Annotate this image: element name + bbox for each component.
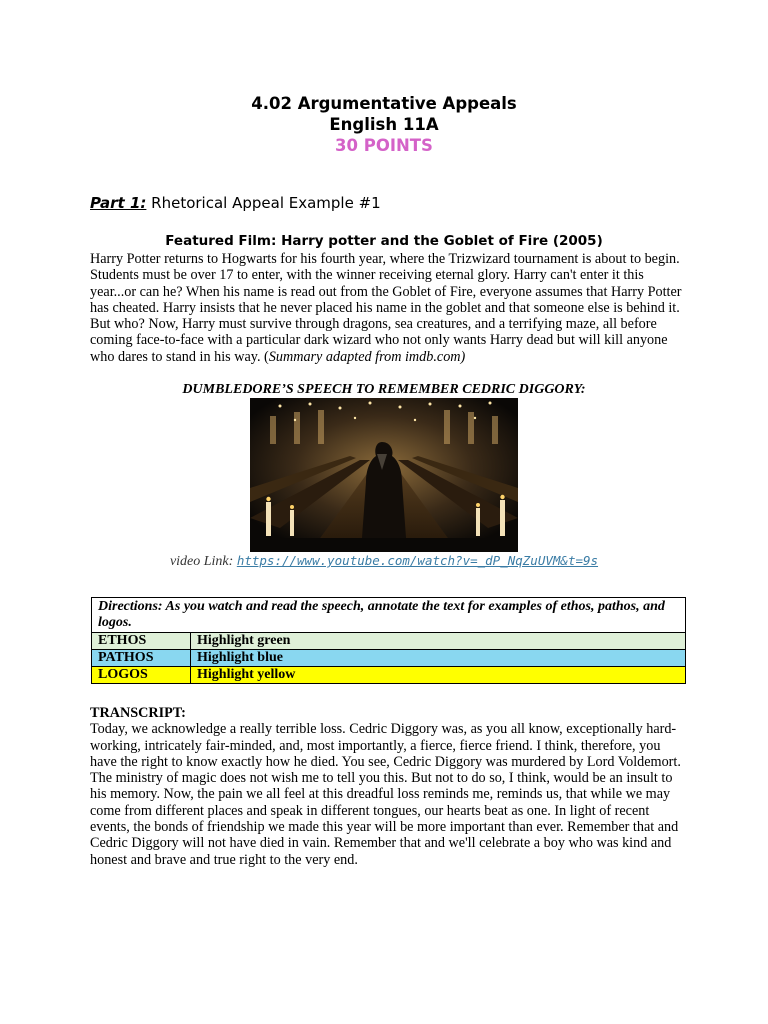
appeal-ethos: ETHOS bbox=[92, 633, 191, 650]
table-row-logos bbox=[92, 667, 686, 684]
speech-heading: DUMBLEDORE’S SPEECH TO REMEMBER CEDRIC DIGGORY: bbox=[182, 382, 586, 397]
summary-text: Harry Potter returns to Hogwarts for his fourth year, where the Trizwizard tournament is about to begin. Students must be over 17 to enter, with the winner receiving eternal glory. Harry can't enter it this year...or can he? When his name is read out from the Goblet of Fire, everyone assumes that Harry Potter has cheated. Harry insists that he never placed his name in the goblet and that someone else is behind it. But who? Now, Harry must survive through dragons, sea creatures, and a terrifying maze, all before coming face-to-face with a particular dark wizard who not only wants Harry dead but will kill anyone who dares to stand in his way. ( bbox=[90, 251, 682, 365]
transcript-label: TRANSCRIPT: bbox=[90, 705, 186, 721]
appeal-pathos: PATHOS bbox=[92, 650, 191, 667]
table-row-pathos bbox=[92, 650, 686, 667]
video-link-line bbox=[0, 553, 768, 570]
appeal-logos: LOGOS bbox=[92, 667, 191, 684]
points-label: 30 POINTS bbox=[335, 136, 433, 155]
directions-row bbox=[92, 598, 686, 633]
great-hall-image bbox=[250, 398, 518, 552]
video-thumbnail[interactable] bbox=[250, 398, 518, 552]
film-heading: Featured Film: Harry potter and the Goblet of Fire (2005) bbox=[165, 233, 603, 249]
title-block bbox=[0, 93, 768, 156]
video-link-label: video Link: bbox=[169, 554, 234, 569]
film-summary bbox=[90, 251, 685, 365]
directions-text: Directions: As you watch and read the speech, annotate the text for examples of ethos, pathos, and logos. bbox=[92, 598, 686, 633]
instruction-logos: Highlight yellow bbox=[191, 667, 686, 684]
video-link[interactable]: https://www.youtube.com/watch?v=_dP_NqZuUVM&t=9s bbox=[236, 553, 599, 568]
transcript-text: Today, we acknowledge a really terrible loss. Cedric Diggory was, as you all know, exceptionally hard-working, intricately fair-minded, and, most importantly, a fierce, fierce friend. I think, therefore, you have the right to know exactly how he died. You see, Cedric Diggory was murdered by Lord Voldemort. The ministry of magic does not wish me to tell you this. But not to do so, I think, would be an insult to his memory. Now, the pain we all feel at this dreadful loss reminds me, reminds us, that while we may come from different places and speak in different tongues, our hearts beat as one. In light of recent events, the bonds of friendship we made this year will be more important than ever. Remember that and Cedric Diggory will not have died in vain. Remember that and we'll celebrate a boy who was kind and honest and brave and true right to the very end. bbox=[90, 721, 681, 868]
instruction-ethos: Highlight green bbox=[191, 633, 686, 650]
assignment-title: 4.02 Argumentative Appeals bbox=[251, 94, 517, 113]
part-label: Part 1: bbox=[90, 194, 147, 212]
instruction-pathos: Highlight blue bbox=[191, 650, 686, 667]
summary-source: Summary adapted from imdb.com) bbox=[268, 348, 466, 365]
transcript bbox=[90, 705, 685, 868]
directions-table bbox=[91, 597, 686, 684]
part-heading bbox=[90, 194, 381, 212]
table-row-ethos bbox=[92, 633, 686, 650]
part-title: Rhetorical Appeal Example #1 bbox=[151, 194, 381, 212]
course-name: English 11A bbox=[329, 115, 439, 134]
